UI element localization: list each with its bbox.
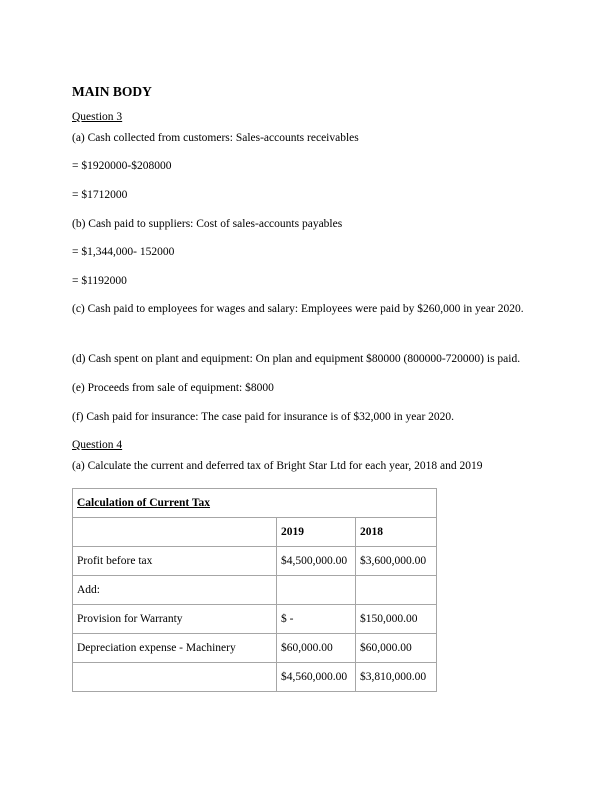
row-value-2018: $150,000.00 [356, 605, 437, 634]
row-label [73, 663, 277, 692]
row-value-2019: $4,560,000.00 [277, 663, 356, 692]
header-cell-label [73, 518, 277, 547]
table-total-row [73, 663, 437, 692]
table-row [73, 547, 437, 576]
row-value-2018 [356, 576, 437, 605]
header-cell-2018: 2018 [356, 518, 437, 547]
q3-line-a-calc: = $1920000-$208000 [72, 160, 172, 172]
table-header-row [73, 518, 437, 547]
table-title-row [73, 489, 437, 518]
row-value-2019 [277, 576, 356, 605]
row-value-2018: $60,000.00 [356, 634, 437, 663]
row-value-2019: $4,500,000.00 [277, 547, 356, 576]
row-value-2018: $3,600,000.00 [356, 547, 437, 576]
current-tax-table [72, 488, 437, 692]
question-3-label: Question 3 [72, 111, 123, 123]
table-row [73, 605, 437, 634]
q3-line-b-result: = $1192000 [72, 275, 127, 287]
row-label: Add: [73, 576, 277, 605]
row-label: Provision for Warranty [73, 605, 277, 634]
q3-line-a: (a) Cash collected from customers: Sales-accounts receivables [72, 132, 359, 144]
header-cell-2019: 2019 [277, 518, 356, 547]
main-body-heading: MAIN BODY [72, 84, 152, 99]
row-value-2018: $3,810,000.00 [356, 663, 437, 692]
row-value-2019: $60,000.00 [277, 634, 356, 663]
table-row [73, 576, 437, 605]
q3-line-e: (e) Proceeds from sale of equipment: $8000 [72, 382, 274, 394]
table-title: Calculation of Current Tax [73, 489, 437, 518]
q4-intro: (a) Calculate the current and deferred tax of Bright Star Ltd for each year, 2018 and 2019 [72, 460, 483, 472]
q3-line-d: (d) Cash spent on plant and equipment: On plan and equipment $80000 (800000-720000) is paid. [72, 353, 521, 365]
q3-line-b: (b) Cash paid to suppliers: Cost of sales-accounts payables [72, 218, 343, 230]
q3-line-a-result: = $1712000 [72, 189, 128, 201]
row-label: Profit before tax [73, 547, 277, 576]
row-label: Depreciation expense - Machinery [73, 634, 277, 663]
table-row [73, 634, 437, 663]
q3-paragraph-c: (c) Cash paid to employees for wages and salary: Employees were paid by $260,000 in year 2020. [72, 303, 524, 315]
question-4-label: Question 4 [72, 439, 123, 451]
q3-line-f: (f) Cash paid for insurance: The case paid for insurance is of $32,000 in year 2020. [72, 411, 455, 423]
row-value-2019: $ - [277, 605, 356, 634]
q3-line-b-calc: = $1,344,000- 152000 [72, 246, 175, 258]
